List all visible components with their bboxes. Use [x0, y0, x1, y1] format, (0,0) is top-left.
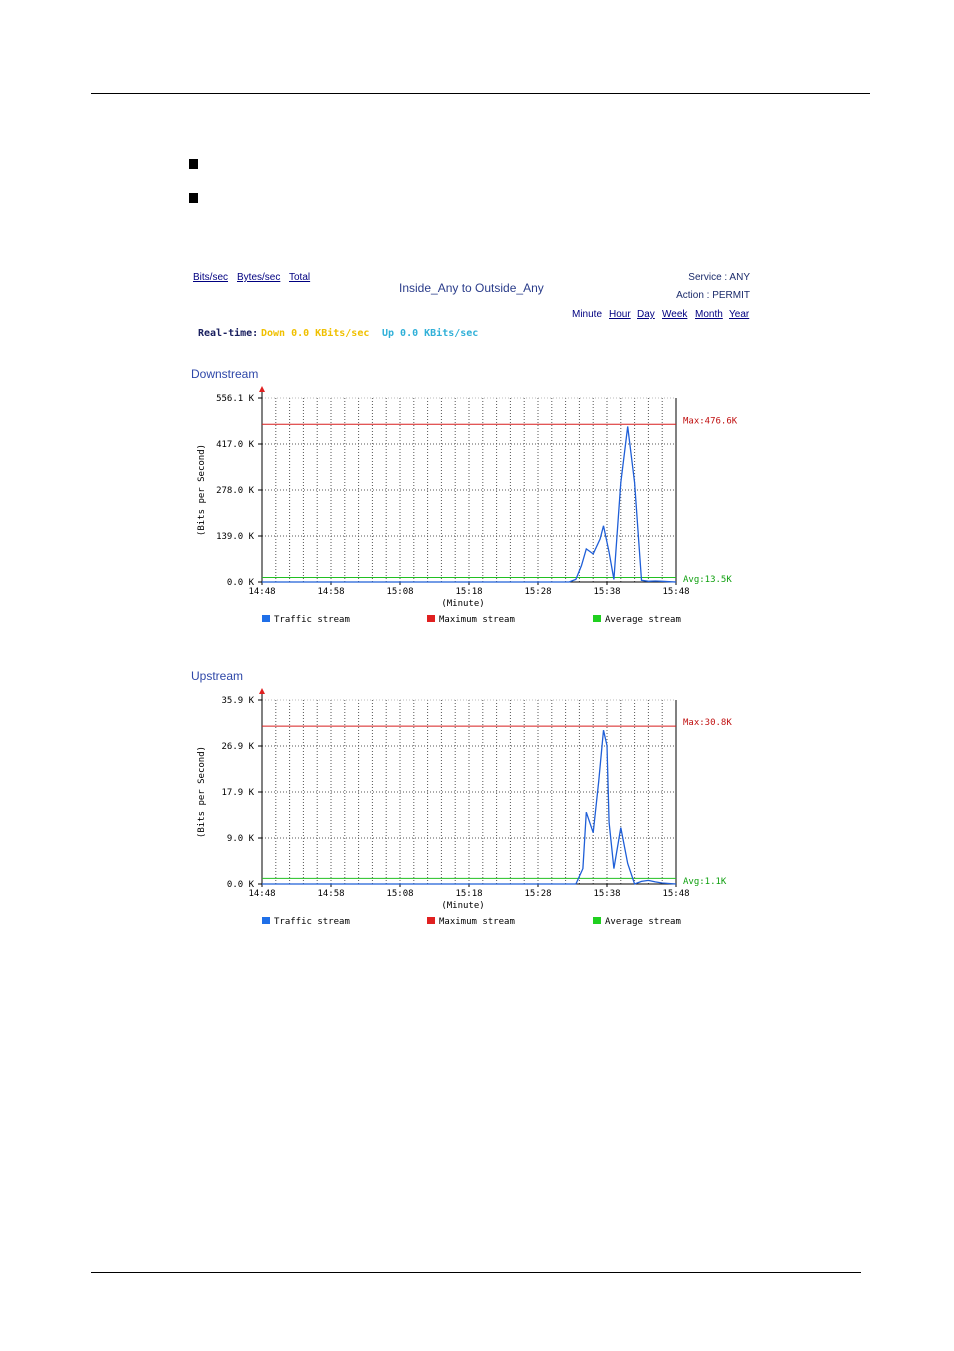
downstream-average-label: Avg:13.5K	[683, 575, 732, 585]
upstream-legend-label: Traffic stream	[274, 917, 350, 927]
upstream-chart	[189, 685, 764, 950]
upstream-ytick-label: 26.9 K	[221, 742, 254, 752]
upstream-xtick-label: 15:38	[593, 889, 621, 899]
downstream-xtick-label: 15:08	[386, 587, 414, 597]
downstream-xtick-label: 15:18	[455, 587, 483, 597]
upstream-y-axis-arrow-icon	[259, 688, 265, 694]
upstream-xtick-label: 15:28	[524, 889, 552, 899]
upstream-xtick-label: 15:18	[455, 889, 483, 899]
realtime-up: Up 0.0 KBits/sec	[382, 328, 479, 339]
downstream-xtick-label: 15:38	[593, 587, 621, 597]
realtime-label: Real-time:	[198, 328, 259, 339]
downstream-xtick-label: 15:28	[524, 587, 552, 597]
footer-rule	[91, 1272, 861, 1273]
service-label: Service : ANY	[688, 272, 750, 283]
downstream-ylabel: (Bits per Second)	[197, 443, 207, 537]
bullet-square-icon	[189, 193, 198, 203]
upstream-legend-label: Maximum stream	[439, 917, 515, 927]
upstream-average-label: Avg:1.1K	[683, 877, 727, 887]
upstream-xtick-label: 14:48	[248, 889, 276, 899]
total-link[interactable]: Total	[289, 272, 311, 283]
bytes-per-sec-link[interactable]: Bytes/sec	[237, 272, 281, 283]
traffic-statistics-panel	[189, 263, 764, 928]
downstream-ytick-label: 278.0 K	[216, 486, 254, 496]
downstream-max-label: Max:476.6K	[683, 416, 738, 427]
upstream-legend-label: Average stream	[605, 917, 681, 927]
connection-title: Inside_Any to Outside_Any	[399, 281, 544, 295]
upstream-xtick-label: 15:08	[386, 889, 414, 899]
upstream-ytick-label: 35.9 K	[221, 696, 254, 706]
downstream-ytick-label: 0.0 K	[226, 578, 254, 588]
bits-per-sec-link[interactable]: Bits/sec	[193, 272, 229, 283]
downstream-legend-swatch	[427, 615, 435, 622]
downstream-xlabel: (Minute)	[441, 599, 485, 609]
upstream-ylabel: (Bits per Second)	[197, 745, 207, 839]
downstream-legend-label: Maximum stream	[439, 615, 515, 625]
upstream-xtick-label: 14:58	[317, 889, 345, 899]
upstream-xtick-label: 15:48	[662, 889, 690, 899]
downstream-y-axis-arrow-icon	[259, 386, 265, 392]
header-rule	[91, 93, 870, 94]
upstream-xlabel: (Minute)	[441, 901, 485, 911]
period-minute-link[interactable]: Minute	[572, 309, 603, 320]
period-week-link[interactable]: Week	[662, 309, 688, 320]
upstream-ytick-label: 9.0 K	[226, 834, 254, 844]
period-hour-link[interactable]: Hour	[609, 309, 631, 320]
downstream-ytick-label: 556.1 K	[216, 394, 254, 404]
upstream-max-label: Max:30.8K	[683, 718, 732, 729]
downstream-xtick-label: 14:48	[248, 587, 276, 597]
period-month-link[interactable]: Month	[695, 309, 723, 320]
period-year-link[interactable]: Year	[729, 309, 750, 320]
upstream-legend-swatch	[593, 917, 601, 924]
upstream-title: Upstream	[191, 669, 244, 683]
upstream-ytick-label: 17.9 K	[221, 788, 254, 798]
downstream-legend-swatch	[262, 615, 270, 622]
downstream-xtick-label: 14:58	[317, 587, 345, 597]
upstream-legend-swatch	[427, 917, 435, 924]
upstream-traffic-line	[262, 730, 676, 884]
downstream-title: Downstream	[191, 367, 259, 381]
downstream-chart	[189, 383, 764, 648]
downstream-legend-label: Traffic stream	[274, 615, 350, 625]
downstream-legend-swatch	[593, 615, 601, 622]
period-day-link[interactable]: Day	[637, 309, 655, 320]
upstream-ytick-label: 0.0 K	[226, 880, 254, 890]
action-label: Action : PERMIT	[676, 290, 750, 301]
downstream-ytick-label: 417.0 K	[216, 440, 254, 450]
downstream-legend-label: Average stream	[605, 615, 681, 625]
downstream-ytick-label: 139.0 K	[216, 532, 254, 542]
upstream-legend-swatch	[262, 917, 270, 924]
bullet-square-icon	[189, 159, 198, 169]
realtime-down: Down 0.0 KBits/sec	[261, 328, 370, 339]
downstream-xtick-label: 15:48	[662, 587, 690, 597]
